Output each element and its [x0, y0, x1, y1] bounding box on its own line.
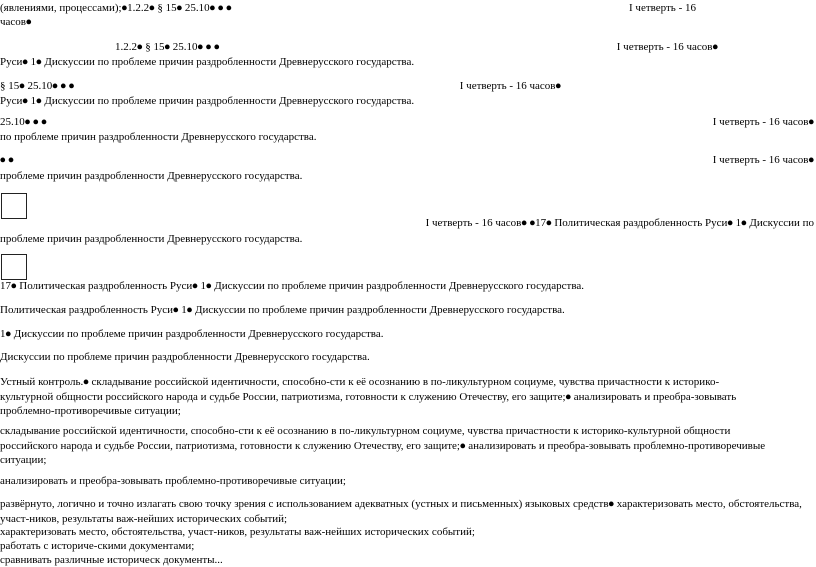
fragment-7: 17⦁ Политическая раздробленность Руси⦁ 1⦁ Дискуссии по проблеме причин раздробленности Древнерусского государства.	[0, 280, 584, 292]
fragment-3-cont: Руси⦁ 1⦁ Дискуссии по проблеме причин раздробленности Древнерусского государства.	[0, 95, 415, 107]
fragment-1-cont: часов⦁	[0, 16, 32, 28]
fragment-4-left: 25.10⦁ ⦁ ⦁	[0, 116, 47, 128]
paragraph-characterize: характеризовать место, обстоятельства, участ-ников, результаты важ-нейших исторических событий;	[0, 526, 475, 538]
image-placeholder	[1, 254, 27, 280]
fragment-5-right: I четверть - 16 часов⦁	[712, 154, 814, 166]
fragment-1-right: I четверть - 16	[629, 2, 696, 14]
fragment-1-left: (явлениями, процессами);⦁1.2.2⦁ § 15⦁ 25.10⦁ ⦁ ⦁	[0, 2, 232, 14]
fragment-2-right: I четверть - 16 часов⦁	[616, 41, 718, 53]
fragment-row-4	[0, 116, 816, 130]
fragment-3-left: § 15⦁ 25.10⦁ ⦁ ⦁	[0, 80, 75, 92]
paragraph-compare: сравнивать различные историческ документы...	[0, 554, 223, 566]
fragment-5-cont: проблеме причин раздробленности Древнерусского государства.	[0, 170, 303, 182]
paragraph-analyze: анализировать и преобра-зовывать проблемно-противоречивые ситуации;	[0, 475, 346, 487]
fragment-row-5	[0, 154, 816, 168]
fragment-row-2	[0, 41, 816, 55]
fragment-8: Политическая раздробленность Руси⦁ 1⦁ Дискуссии по проблеме причин раздробленности Древнерусского государства.	[0, 304, 565, 316]
paragraph-express: развёрнуто, логично и точно излагать свою точку зрения с использованием адекватных (устных и письменных) языковых средств⦁ характеризовать место, обстоятельства, участ-ников, результаты важ-нейших исторических событий;	[0, 498, 802, 525]
paragraph-oral-control: Устный контроль.⦁ складывание российской идентичности, способно-сти к её осознанию в по-ликультурном социуме, чувства причастности к историко-культурной общности российского народа и судьбе России, патриотизма, готовности к служению Отечеству, его защите;⦁ анализировать и преобра-зовывать проблемно-противоречивые ситуации;	[0, 376, 737, 417]
paragraph-documents: работать с историче-скими документами;	[0, 540, 195, 552]
fragment-2-left: 1.2.2⦁ § 15⦁ 25.10⦁ ⦁ ⦁	[115, 41, 220, 53]
fragment-9: 1⦁ Дискуссии по проблеме причин раздробленности Древнерусского государства.	[0, 328, 384, 340]
fragment-5-left: ⦁ ⦁	[0, 154, 14, 166]
paragraph-identity: складывание российской идентичности, способно-сти к её осознанию в по-ликультурном социуме, чувства причастности к историко-культурной общности российского народа и судьбе России, патриотизма, готовности к служению Отечеству, его защите;⦁ анализировать и преобра-зовывать проблемно-противоречивые ситуации;	[0, 425, 766, 466]
fragment-row-1	[0, 2, 816, 16]
image-placeholder	[1, 193, 27, 219]
fragment-row-3	[0, 80, 816, 94]
fragment-6-line: I четверть - 16 часов⦁ ⦁17⦁ Политическая раздробленность Руси⦁ 1⦁ Дискуссии по	[425, 217, 814, 229]
fragment-3-right: I четверть - 16 часов⦁	[459, 80, 561, 92]
fragment-4-right: I четверть - 16 часов⦁	[712, 116, 814, 128]
fragment-6-cont: проблеме причин раздробленности Древнерусского государства.	[0, 233, 303, 245]
fragment-4-cont: по проблеме причин раздробленности Древнерусского государства.	[0, 131, 317, 143]
fragment-2-cont: Руси⦁ 1⦁ Дискуссии по проблеме причин раздробленности Древнерусского государства.	[0, 56, 415, 68]
fragment-10: Дискуссии по проблеме причин раздробленности Древнерусского государства.	[0, 351, 370, 363]
